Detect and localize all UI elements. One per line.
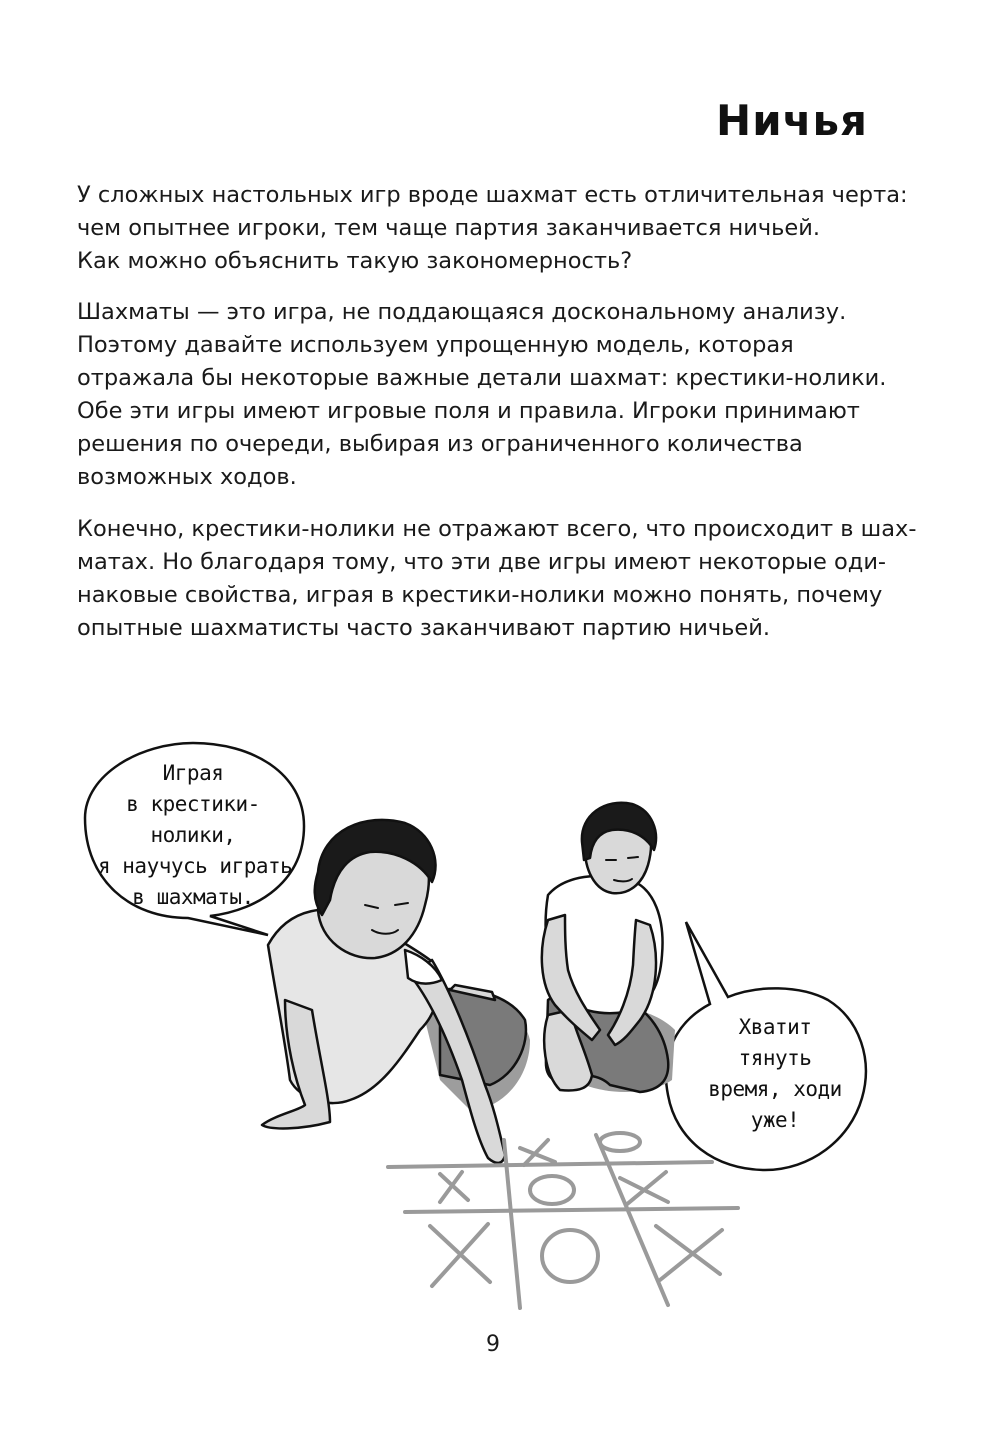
speech-text-boy (690, 1012, 860, 1136)
text-line: возможных ходов. (77, 464, 297, 490)
speech-line: время, ходи (708, 1077, 842, 1101)
speech-line: я научусь играть (98, 854, 293, 878)
text-line: Шахматы — это игра, не поддающаяся доскональному анализу. (77, 299, 847, 325)
speech-line: уже! (750, 1108, 800, 1132)
speech-text-girl (98, 758, 293, 913)
text-line: Поэтому давайте используем упрощенную модель, которая (77, 332, 794, 358)
text-line: наковые свойства, играя в крестики-нолики можно понять, почему (77, 582, 883, 608)
speech-line: Хватит (738, 1015, 812, 1039)
text-line: опытные шахматисты часто заканчивают партию ничьей. (77, 615, 770, 641)
speech-line: тянуть (738, 1046, 812, 1070)
page-number: 9 (486, 1332, 500, 1357)
girl-figure (262, 820, 526, 1163)
text-line: отражала бы некоторые важные детали шахмат: крестики-нолики. (77, 365, 887, 391)
speech-line: Играя (162, 761, 224, 785)
speech-line: в шахматы. (132, 885, 254, 909)
paragraph-1 (77, 179, 908, 278)
text-line: Конечно, крестики-нолики не отражают всего, что происходит в шах- (77, 516, 917, 542)
text-line: Обе эти игры имеют игровые поля и правила. Игроки принимают (77, 398, 860, 424)
page-title: Ничья (716, 96, 868, 145)
speech-line: в крестики- (126, 792, 260, 816)
tic-tac-toe-board (388, 1133, 738, 1308)
speech-line: нолики, (150, 823, 236, 847)
paragraph-3 (77, 513, 917, 645)
text-line: Как можно объяснить такую закономерность? (77, 248, 633, 274)
text-line: чем опытнее игроки, тем чаще партия заканчивается ничьей. (77, 215, 821, 241)
text-line: У сложных настольных игр вроде шахмат есть отличительная черта: (77, 182, 908, 208)
text-line: решения по очереди, выбирая из ограниченного количества (77, 431, 803, 457)
boy-figure (542, 803, 668, 1092)
text-line: матах. Но благодаря тому, что эти две игры имеют некоторые оди- (77, 549, 887, 575)
paragraph-2 (77, 296, 887, 494)
